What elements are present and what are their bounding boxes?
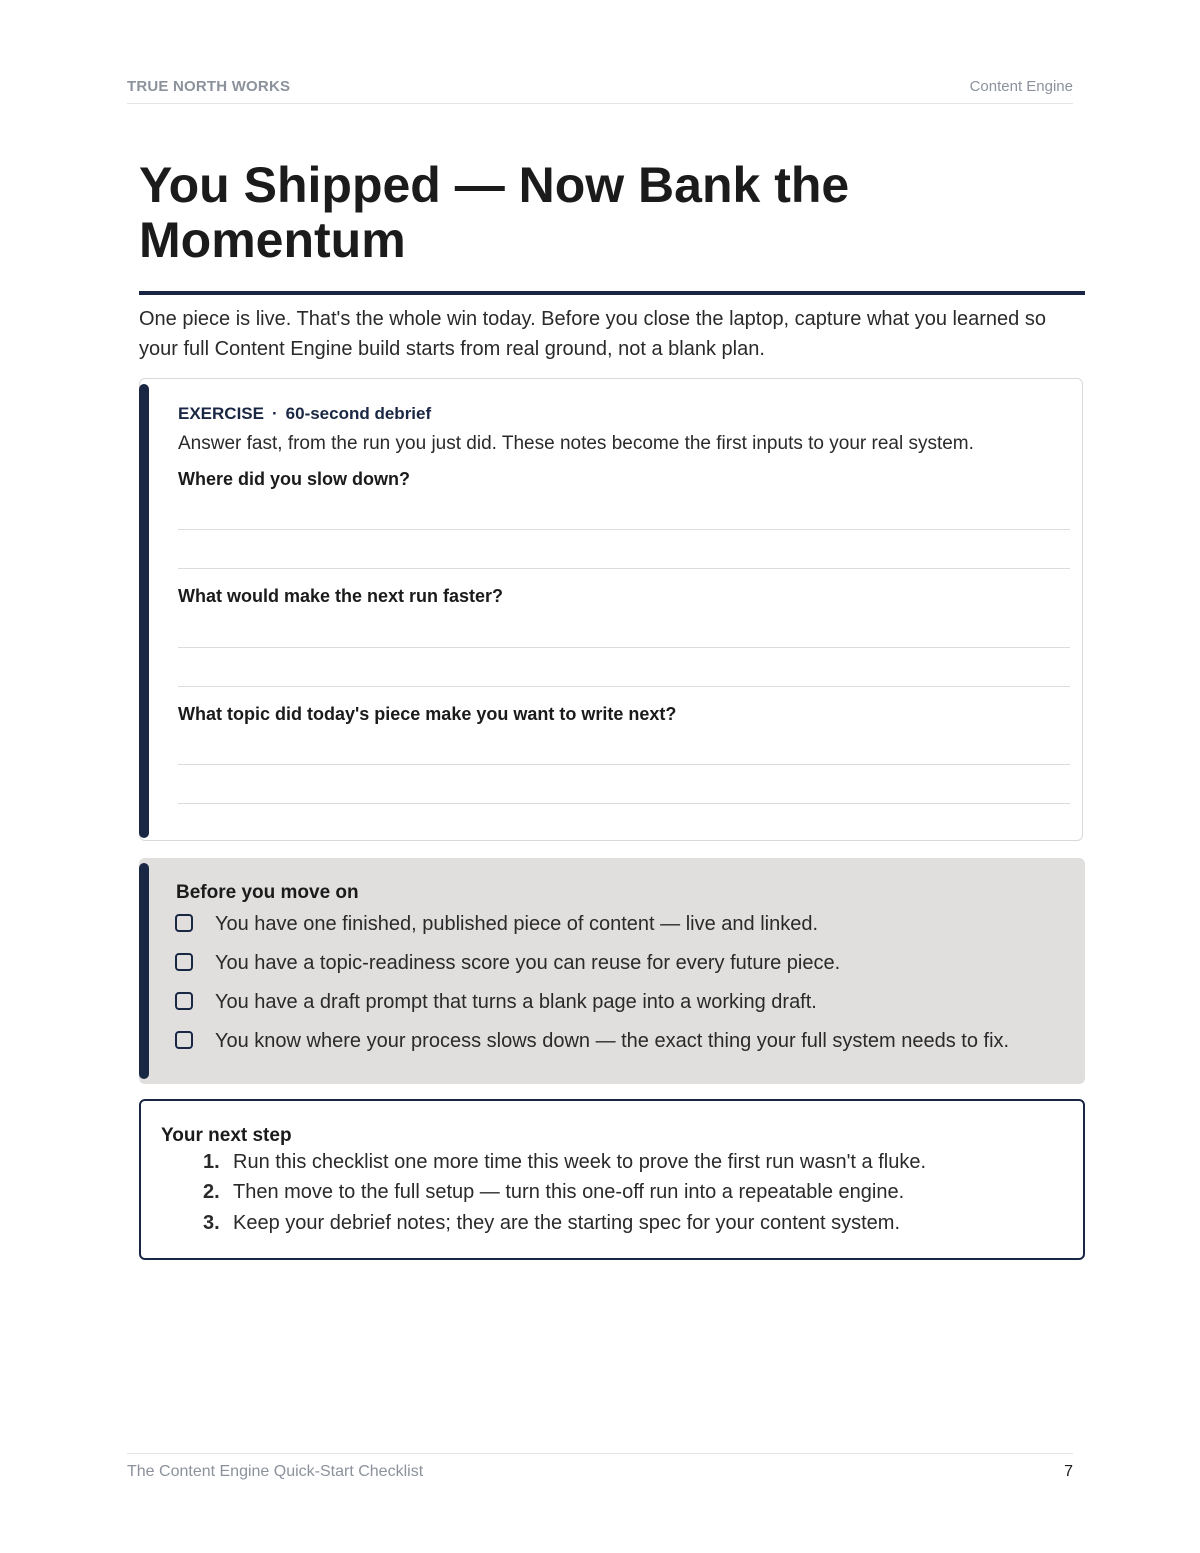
answer-line[interactable] xyxy=(178,686,1070,687)
footer-doc-title: The Content Engine Quick-Start Checklist xyxy=(127,1463,424,1480)
next-step-item xyxy=(203,1212,900,1235)
exercise-heading xyxy=(178,404,431,424)
answer-line[interactable] xyxy=(178,647,1070,648)
exercise-accent-bar xyxy=(139,384,149,838)
step-number: 1. xyxy=(203,1151,220,1173)
step-number: 3. xyxy=(203,1212,220,1234)
checkbox[interactable] xyxy=(175,1031,193,1049)
page-footer xyxy=(127,1453,1073,1484)
answer-line[interactable] xyxy=(178,764,1070,765)
question-2: What would make the next run faster? xyxy=(178,586,504,606)
next-step-item xyxy=(203,1181,904,1204)
checklist-item-text: You have a topic-readiness score you can reuse for every future piece. xyxy=(215,952,841,974)
page-header xyxy=(127,77,1073,104)
exercise-box xyxy=(139,378,1083,841)
brand-name: TRUE NORTH WORKS xyxy=(127,78,291,95)
question-3: What topic did today's piece make you want to write next? xyxy=(178,704,677,724)
step-text: Run this checklist one more time this week to prove the first run wasn't a fluke. xyxy=(233,1151,927,1173)
exercise-description: Answer fast, from the run you just did. These notes become the first inputs to your real system. xyxy=(178,433,974,454)
next-step-item xyxy=(203,1151,926,1174)
exercise-label: EXERCISE xyxy=(178,404,264,423)
page-number: 7 xyxy=(1064,1463,1073,1480)
answer-line[interactable] xyxy=(178,529,1070,530)
checkbox[interactable] xyxy=(175,992,193,1010)
checklist-item-text: You know where your process slows down — the exact thing your full system needs to fix. xyxy=(215,1030,1010,1052)
checklist-item-text: You have a draft prompt that turns a blank page into a working draft. xyxy=(215,991,817,1013)
checklist-box xyxy=(139,858,1085,1084)
header-section-label: Content Engine xyxy=(969,78,1073,95)
answer-line[interactable] xyxy=(178,803,1070,804)
checklist-accent-bar xyxy=(139,863,149,1079)
next-step-title: Your next step xyxy=(161,1125,292,1146)
next-step-box xyxy=(139,1099,1085,1260)
step-text: Then move to the full setup — turn this one-off run into a repeatable engine. xyxy=(233,1181,905,1203)
step-number: 2. xyxy=(203,1181,220,1203)
step-text: Keep your debrief notes; they are the starting spec for your content system. xyxy=(233,1212,901,1234)
checklist-title: Before you move on xyxy=(176,882,359,903)
checkbox[interactable] xyxy=(175,953,193,971)
question-1: Where did you slow down? xyxy=(178,469,410,489)
title-divider xyxy=(139,291,1085,295)
exercise-subtitle: 60-second debrief xyxy=(285,404,432,423)
answer-line[interactable] xyxy=(178,568,1070,569)
checklist-item-text: You have one finished, published piece of content — live and linked. xyxy=(215,913,819,935)
checkbox[interactable] xyxy=(175,914,193,932)
intro-paragraph: One piece is live. That's the whole win today. Before you close the laptop, capture what you learned so your full Content Engine build starts from real ground, not a blank plan. xyxy=(139,308,1046,360)
page-title: You Shipped — Now Bank the Momentum xyxy=(139,157,850,268)
exercise-separator: · xyxy=(271,404,278,423)
